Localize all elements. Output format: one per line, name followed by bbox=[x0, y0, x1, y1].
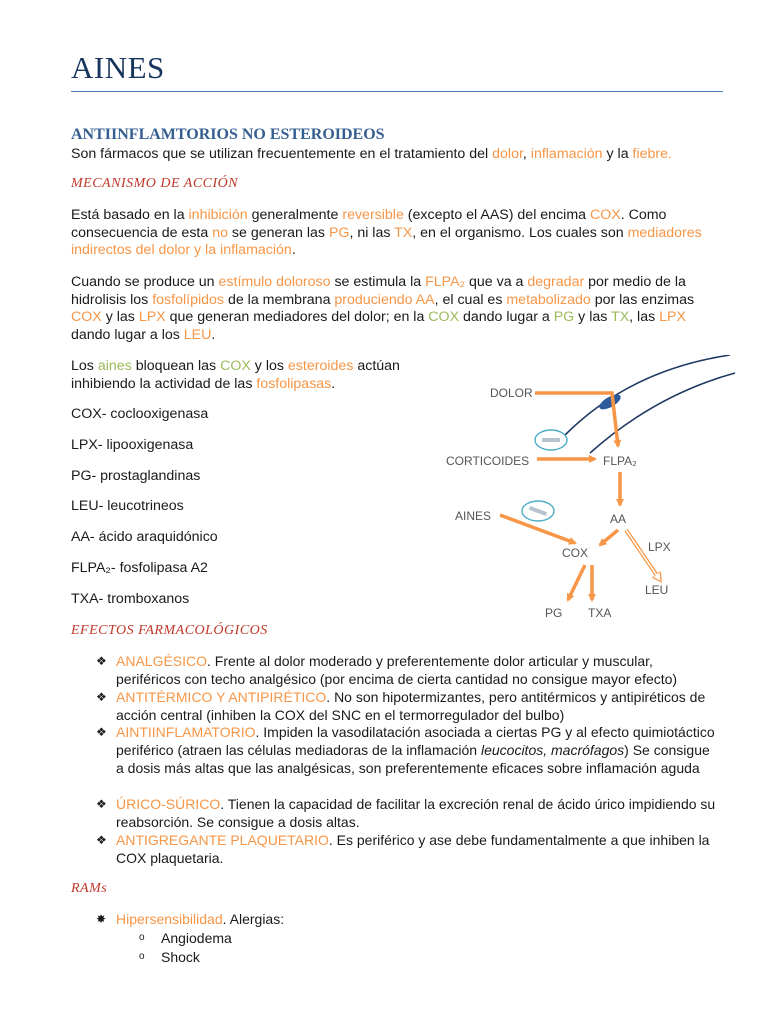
mecanismo-paragraph-1: Está basado en la inhibición generalmente reversible (excepto el AAS) del encima COX. Como consecuencia de esta no se generan las PG, ni las TX, en el organismo. Los cuales son mediadores indirectos del dolor y la inflamación. bbox=[71, 207, 702, 258]
circle-bullet-icon: o bbox=[139, 951, 145, 962]
section-heading: ANTIINFLAMTORIOS NO ESTEROIDEOS bbox=[71, 126, 385, 143]
diamond-bullet-icon: ❖ bbox=[96, 690, 107, 704]
diagram-label-aa: AA bbox=[610, 512, 627, 526]
abbreviation-item: LPX- lipooxigenasa bbox=[71, 437, 194, 453]
abbreviation-item: FLPA₂- fosfolipasa A2 bbox=[71, 560, 208, 576]
efectos-heading: EFECTOS FARMACOLÓGICOS bbox=[71, 623, 268, 638]
diamond-bullet-icon: ❖ bbox=[96, 833, 107, 847]
diagram-label-leu: LEU bbox=[645, 583, 669, 597]
abbreviation-item: TXA- tromboxanos bbox=[71, 591, 190, 607]
abbreviation-item: AA- ácido araquidónico bbox=[71, 529, 218, 545]
arrow-aines bbox=[500, 515, 575, 543]
diamond-bullet-icon: ❖ bbox=[96, 654, 107, 668]
arrow-aa-cox bbox=[600, 530, 618, 545]
page-title: AINES bbox=[71, 50, 165, 85]
diamond-bullet-icon: ❖ bbox=[96, 797, 107, 811]
rams-heading: RAMs bbox=[71, 881, 108, 896]
diagram-label-txa: TXA bbox=[588, 606, 612, 620]
abbreviation-item: PG- prostaglandinas bbox=[71, 468, 201, 484]
arrow-cox-pg bbox=[568, 565, 585, 600]
abbreviation-item: LEU- leucotrineos bbox=[71, 498, 184, 514]
title-divider bbox=[71, 91, 723, 92]
abbreviation-item: COX- coclooxigenasa bbox=[71, 406, 209, 422]
mecanismo-paragraph-2: Cuando se produce un estímulo doloroso se estimula la FLPA₂ que va a degradar por medio de la hidrolisis los fosfolípidos de la membrana produciendo AA, el cual es metabolizado por las enzimas COX y las LPX que generan mediadores del dolor; en la COX dando lugar a PG y las TX, las LPX dando lugar a los LEU. bbox=[71, 274, 695, 343]
membrane-curve-inner bbox=[590, 373, 735, 453]
diamond-bullet-icon: ❖ bbox=[96, 725, 107, 739]
mechanism-diagram bbox=[440, 355, 740, 630]
diagram-label-pg: PG bbox=[545, 606, 563, 620]
circle-bullet-icon: o bbox=[139, 932, 145, 943]
diagram-label-dolor: DOLOR bbox=[490, 386, 533, 400]
star-bullet-icon: ✸ bbox=[96, 912, 107, 926]
mecanismo-paragraph-3: Los aines bloquean las COX y los esteroides actúan inhibiendo la actividad de las fosfolipasas. bbox=[71, 358, 400, 392]
diagram-label-cox: COX bbox=[562, 546, 589, 560]
receptor-shape bbox=[597, 392, 623, 413]
diagram-label-flpa: FLPA₂ bbox=[603, 454, 637, 468]
diagram-label-corticoides: CORTICOIDES bbox=[446, 454, 530, 468]
diagram-label-lpx: LPX bbox=[648, 540, 671, 554]
diagram-label-aines: AINES bbox=[455, 509, 492, 523]
mecanismo-heading: MECANISMO DE ACCIÓN bbox=[71, 176, 239, 191]
intro-paragraph: Son fármacos que se utilizan frecuentemente en el tratamiento del dolor, inflamación y la fiebre. bbox=[71, 146, 672, 162]
membrane-curve-outer bbox=[565, 355, 730, 435]
